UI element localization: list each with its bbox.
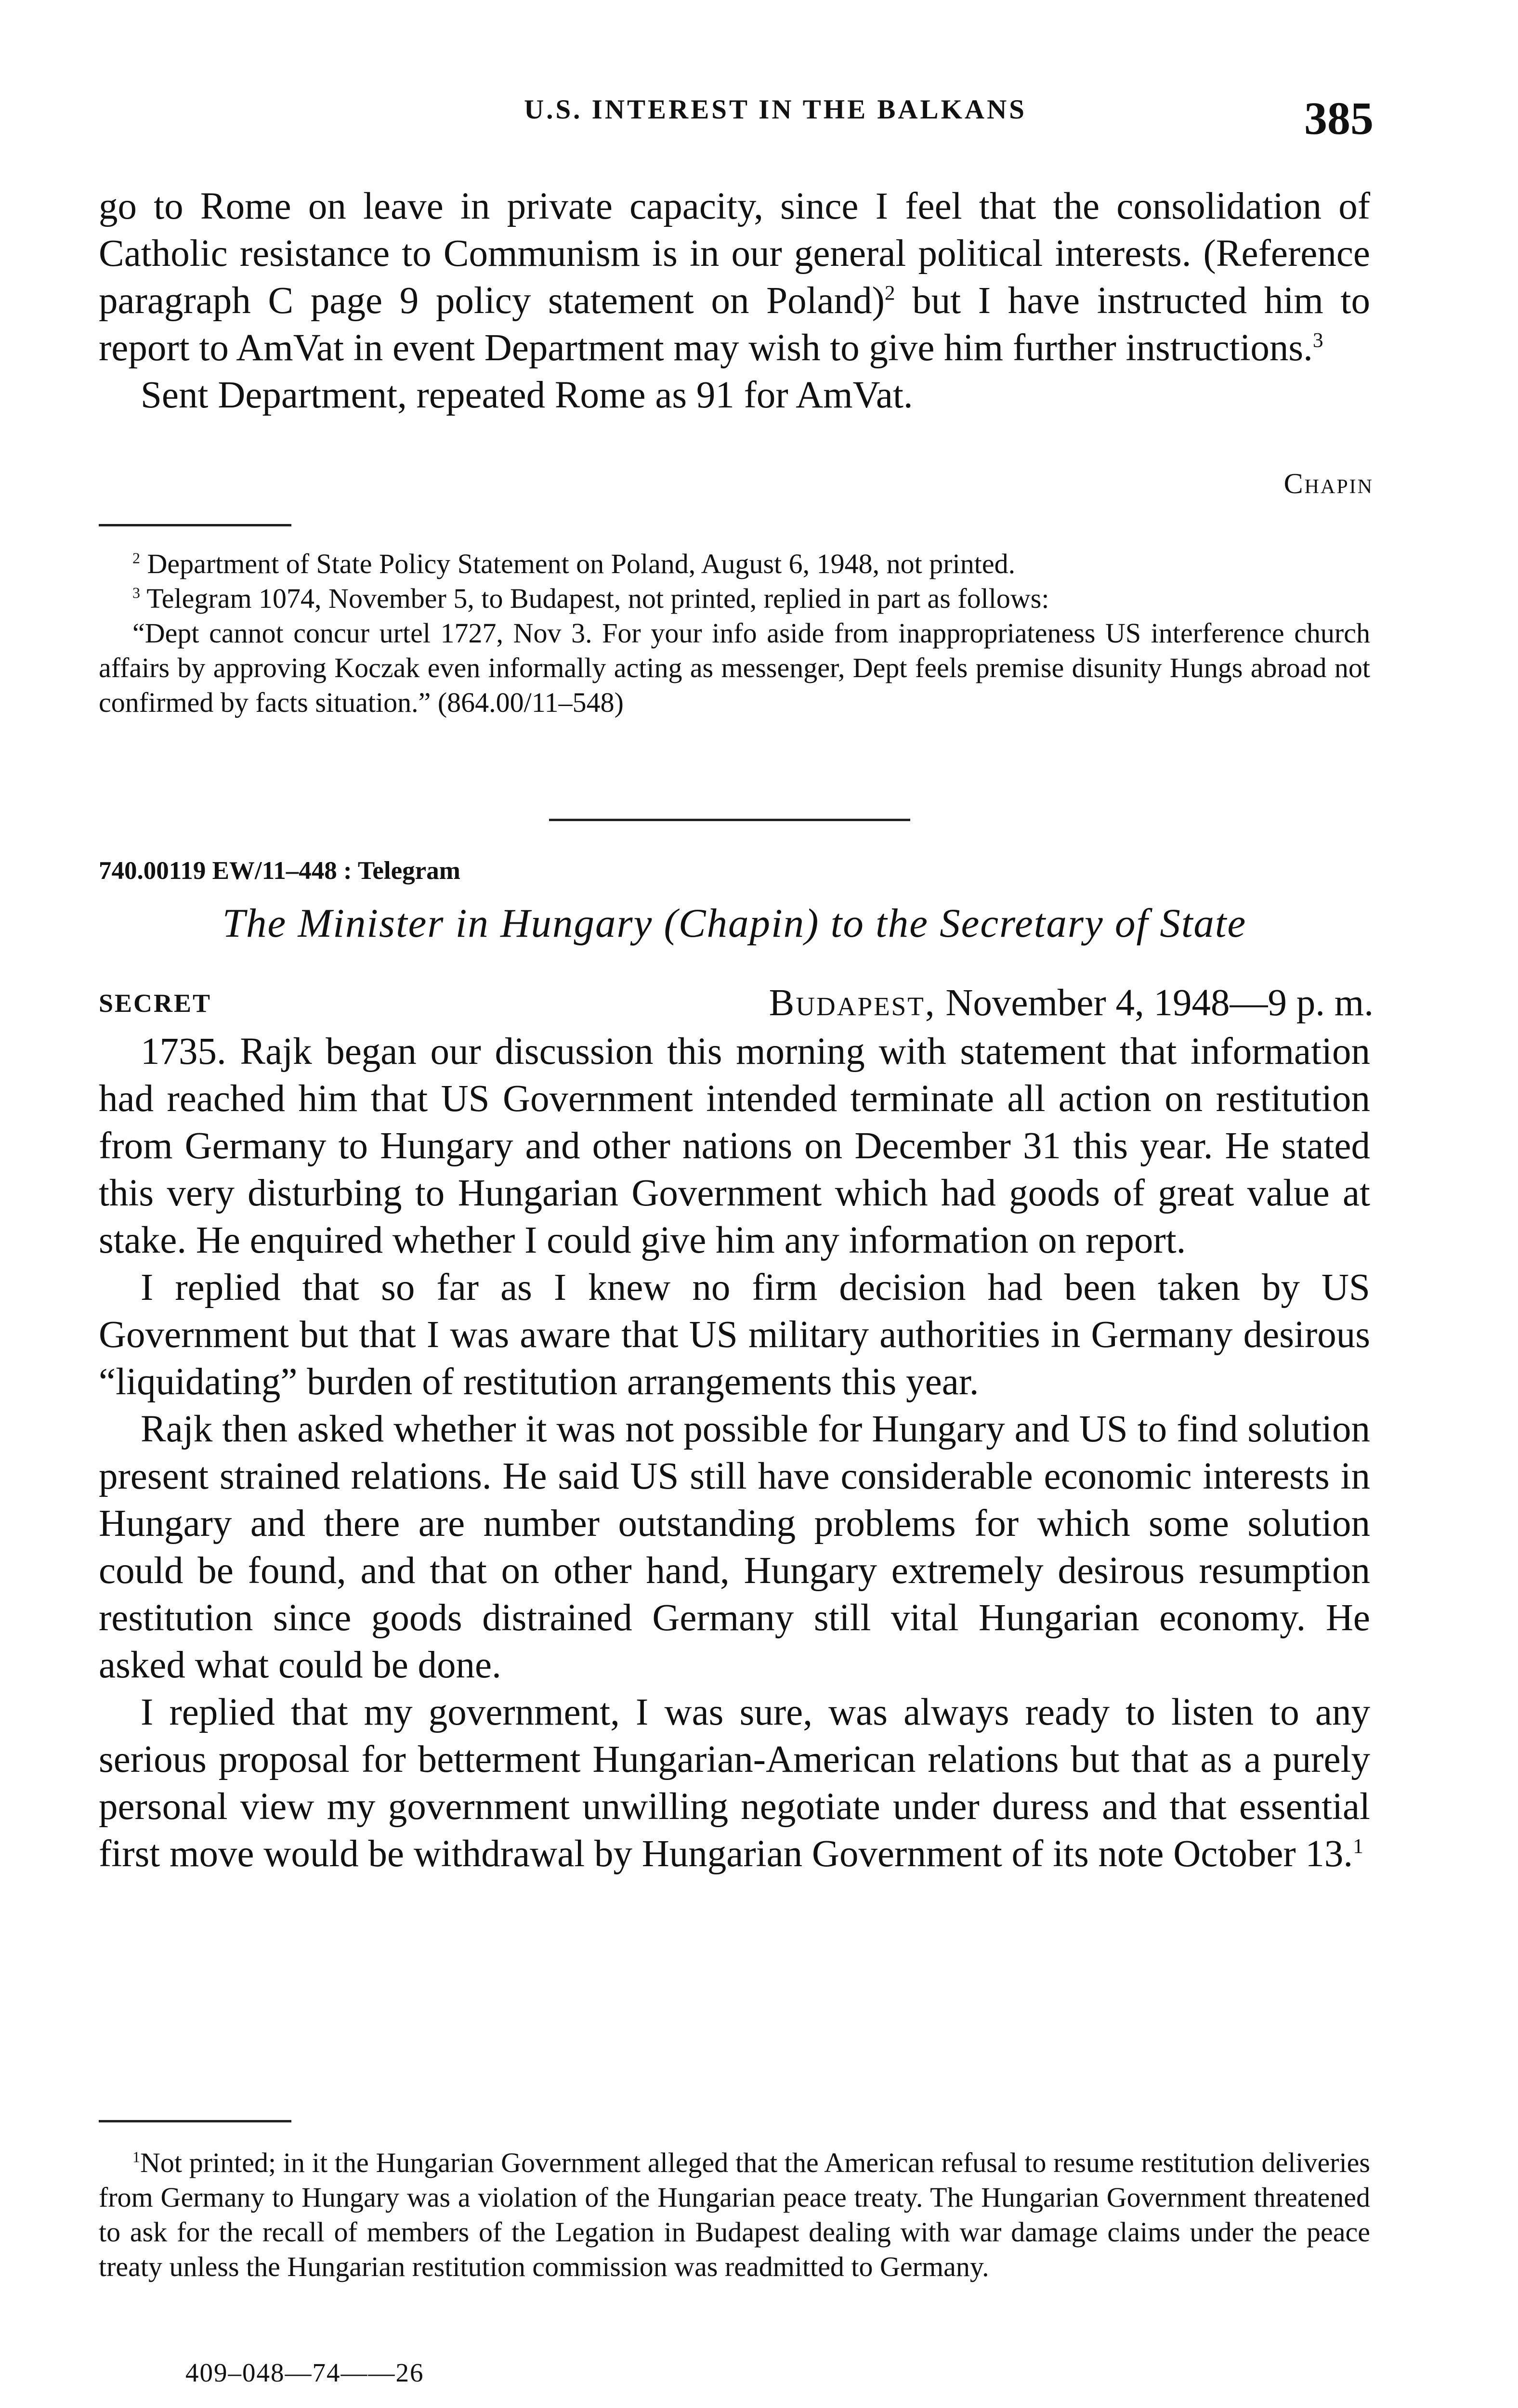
continuation-paragraph: go to Rome on leave in private capacity, since I feel that the consolidation of Catholic resistance to Communism is in our general political interests. (Reference paragraph C page 9 policy statement on Poland)$^2$ but I have instructed him to report to AmVat in event Department may wish to give him further instructions.$^3$	[99, 185, 1370, 369]
telegram-paragraph: I replied that my government, I was sure, was always ready to listen to any serious proposal for betterment Hungarian-American relations but that as a purely personal view my government unwilling negotiate under duress and that essential first move would be withdrawal by Hungarian Government of its note October 13.$^1$	[99, 1691, 1370, 1875]
footnote-2: $^2$ Department of State Policy Statement on Poland, August 6, 1948, not printed.	[132, 548, 1016, 579]
telegram-paragraph: I replied that so far as I knew no firm decision had been taken by US Government but that I was aware that US military authorities in Germany desirous “liquidating” burden of restitution arrangements this year.	[99, 1267, 1370, 1403]
dateline	[769, 982, 1374, 1025]
section-divider	[549, 819, 910, 821]
document-title: The Minister in Hungary (Chapin) to the Secretary of State	[222, 901, 1247, 946]
footnote-3-quote: “Dept cannot concur urtel 1727, Nov 3. For your info aside from inappropriateness US interference church affairs by approving Koczak even informally acting as messenger, Dept feels premise disunity Hungs abroad not confirmed by facts situation.” (864.00/11–548)	[99, 617, 1370, 718]
previous-footnotes	[99, 547, 1370, 720]
print-code: 409–048—74——26	[185, 2358, 424, 2387]
footnote-1: $^1$Not printed; in it the Hungarian Government alleged that the American refusal to resume restitution deliveries from Germany to Hungary was a violation of the Hungarian peace treaty. The Hungarian Government threatened to ask for the recall of members of the Legation in Budapest dealing with war damage claims under the peace treaty unless the Hungarian restitution commission was readmitted to Germany.	[99, 2147, 1370, 2282]
telegram-footnotes	[99, 2146, 1370, 2284]
signature: Chapin	[1283, 468, 1374, 499]
classification: SECRET	[99, 989, 212, 1018]
previous-document-text	[99, 183, 1370, 419]
page-number: 385	[1304, 92, 1374, 144]
dateline-place: Budapest,	[769, 982, 936, 1024]
telegram-paragraph: Rajk then asked whether it was not possible for Hungary and US to find solution present strained relations. He said US still have considerable economic interests in Hungary and there are number outstanding problems for which some solution could be found, and that on other hand, Hungary extremely desirous resumption restitution since goods distrained Germany still vital Hungarian economy. He asked what could be done.	[99, 1408, 1370, 1686]
sent-line: Sent Department, repeated Rome as 91 for AmVat.	[141, 374, 913, 416]
telegram-paragraph: 1735. Rajk began our discussion this morning with statement that information had reached him that US Government intended terminate all action on restitution from Germany to Hungary and other nations on December 31 this year. He stated this very disturbing to Hungarian Government which had goods of great value at stake. He enquired whether I could give him any information on report.	[99, 1031, 1370, 1261]
footnote-rule	[99, 2120, 291, 2122]
dateline-date: November 4, 1948—9 p. m.	[945, 982, 1374, 1024]
file-number: 740.00119 EW/11–448 : Telegram	[99, 857, 460, 885]
telegram-body	[99, 1028, 1370, 1878]
footnote-rule	[99, 524, 291, 526]
running-head: U.S. INTEREST IN THE BALKANS	[524, 94, 1027, 125]
footnote-3: $^3$ Telegram 1074, November 5, to Budapest, not printed, replied in part as follows:	[132, 583, 1049, 614]
